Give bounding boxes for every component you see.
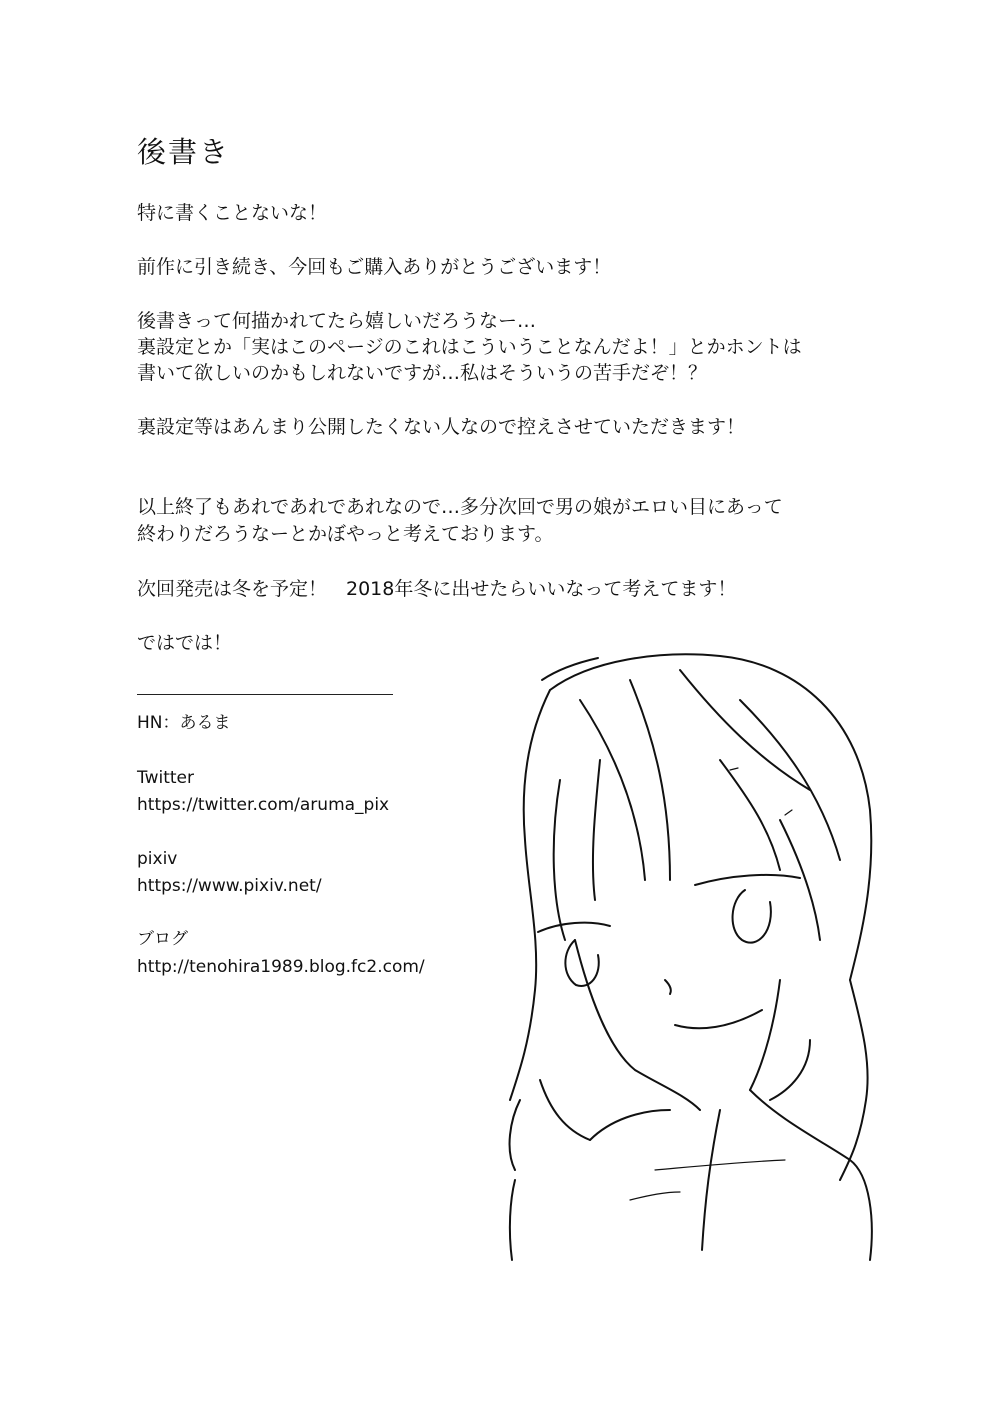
afterword-line-2: 前作に引き続き、今回もご購入ありがとうございます！ bbox=[137, 256, 612, 278]
twitter-label: Twitter bbox=[137, 768, 194, 788]
afterword-line-9: 次回発売は冬を予定！ 2018年冬に出せたらいいなって考えてます！ bbox=[137, 578, 737, 600]
blog-url: http://tenohira1989.blog.fc2.com/ bbox=[137, 957, 425, 977]
afterword-line-1: 特に書くことないな！ bbox=[137, 202, 328, 224]
afterword-line-7: 以上終了もあれであれであれなので…多分次回で男の娘がエロい目にあって bbox=[137, 496, 783, 518]
afterword-line-4: 裏設定とか「実はこのページのこれはこういうことなんだよ！」とかホントは bbox=[137, 336, 802, 358]
afterword-line-10: ではでは！ bbox=[137, 632, 233, 654]
pixiv-url: https://www.pixiv.net/ bbox=[137, 876, 322, 896]
afterword-line-5: 書いて欲しいのかもしれないですが…私はそういうの苦手だぞ！？ bbox=[137, 362, 708, 384]
afterword-line-6: 裏設定等はあんまり公開したくない人なので控えさせていただきます！ bbox=[137, 416, 746, 438]
afterword-line-8: 終わりだろうなーとかぼやっと考えております。 bbox=[137, 523, 554, 545]
blog-label: ブログ bbox=[137, 929, 188, 949]
afterword-line-3: 後書きって何描かれてたら嬉しいだろうなー… bbox=[137, 310, 537, 332]
twitter-url: https://twitter.com/aruma_pix bbox=[137, 795, 390, 815]
page-title: 後書き bbox=[137, 135, 231, 169]
pixiv-label: pixiv bbox=[137, 849, 178, 869]
section-divider bbox=[137, 694, 393, 695]
author-handle: HN：あるま bbox=[137, 713, 231, 733]
character-sketch-icon bbox=[480, 640, 900, 1300]
